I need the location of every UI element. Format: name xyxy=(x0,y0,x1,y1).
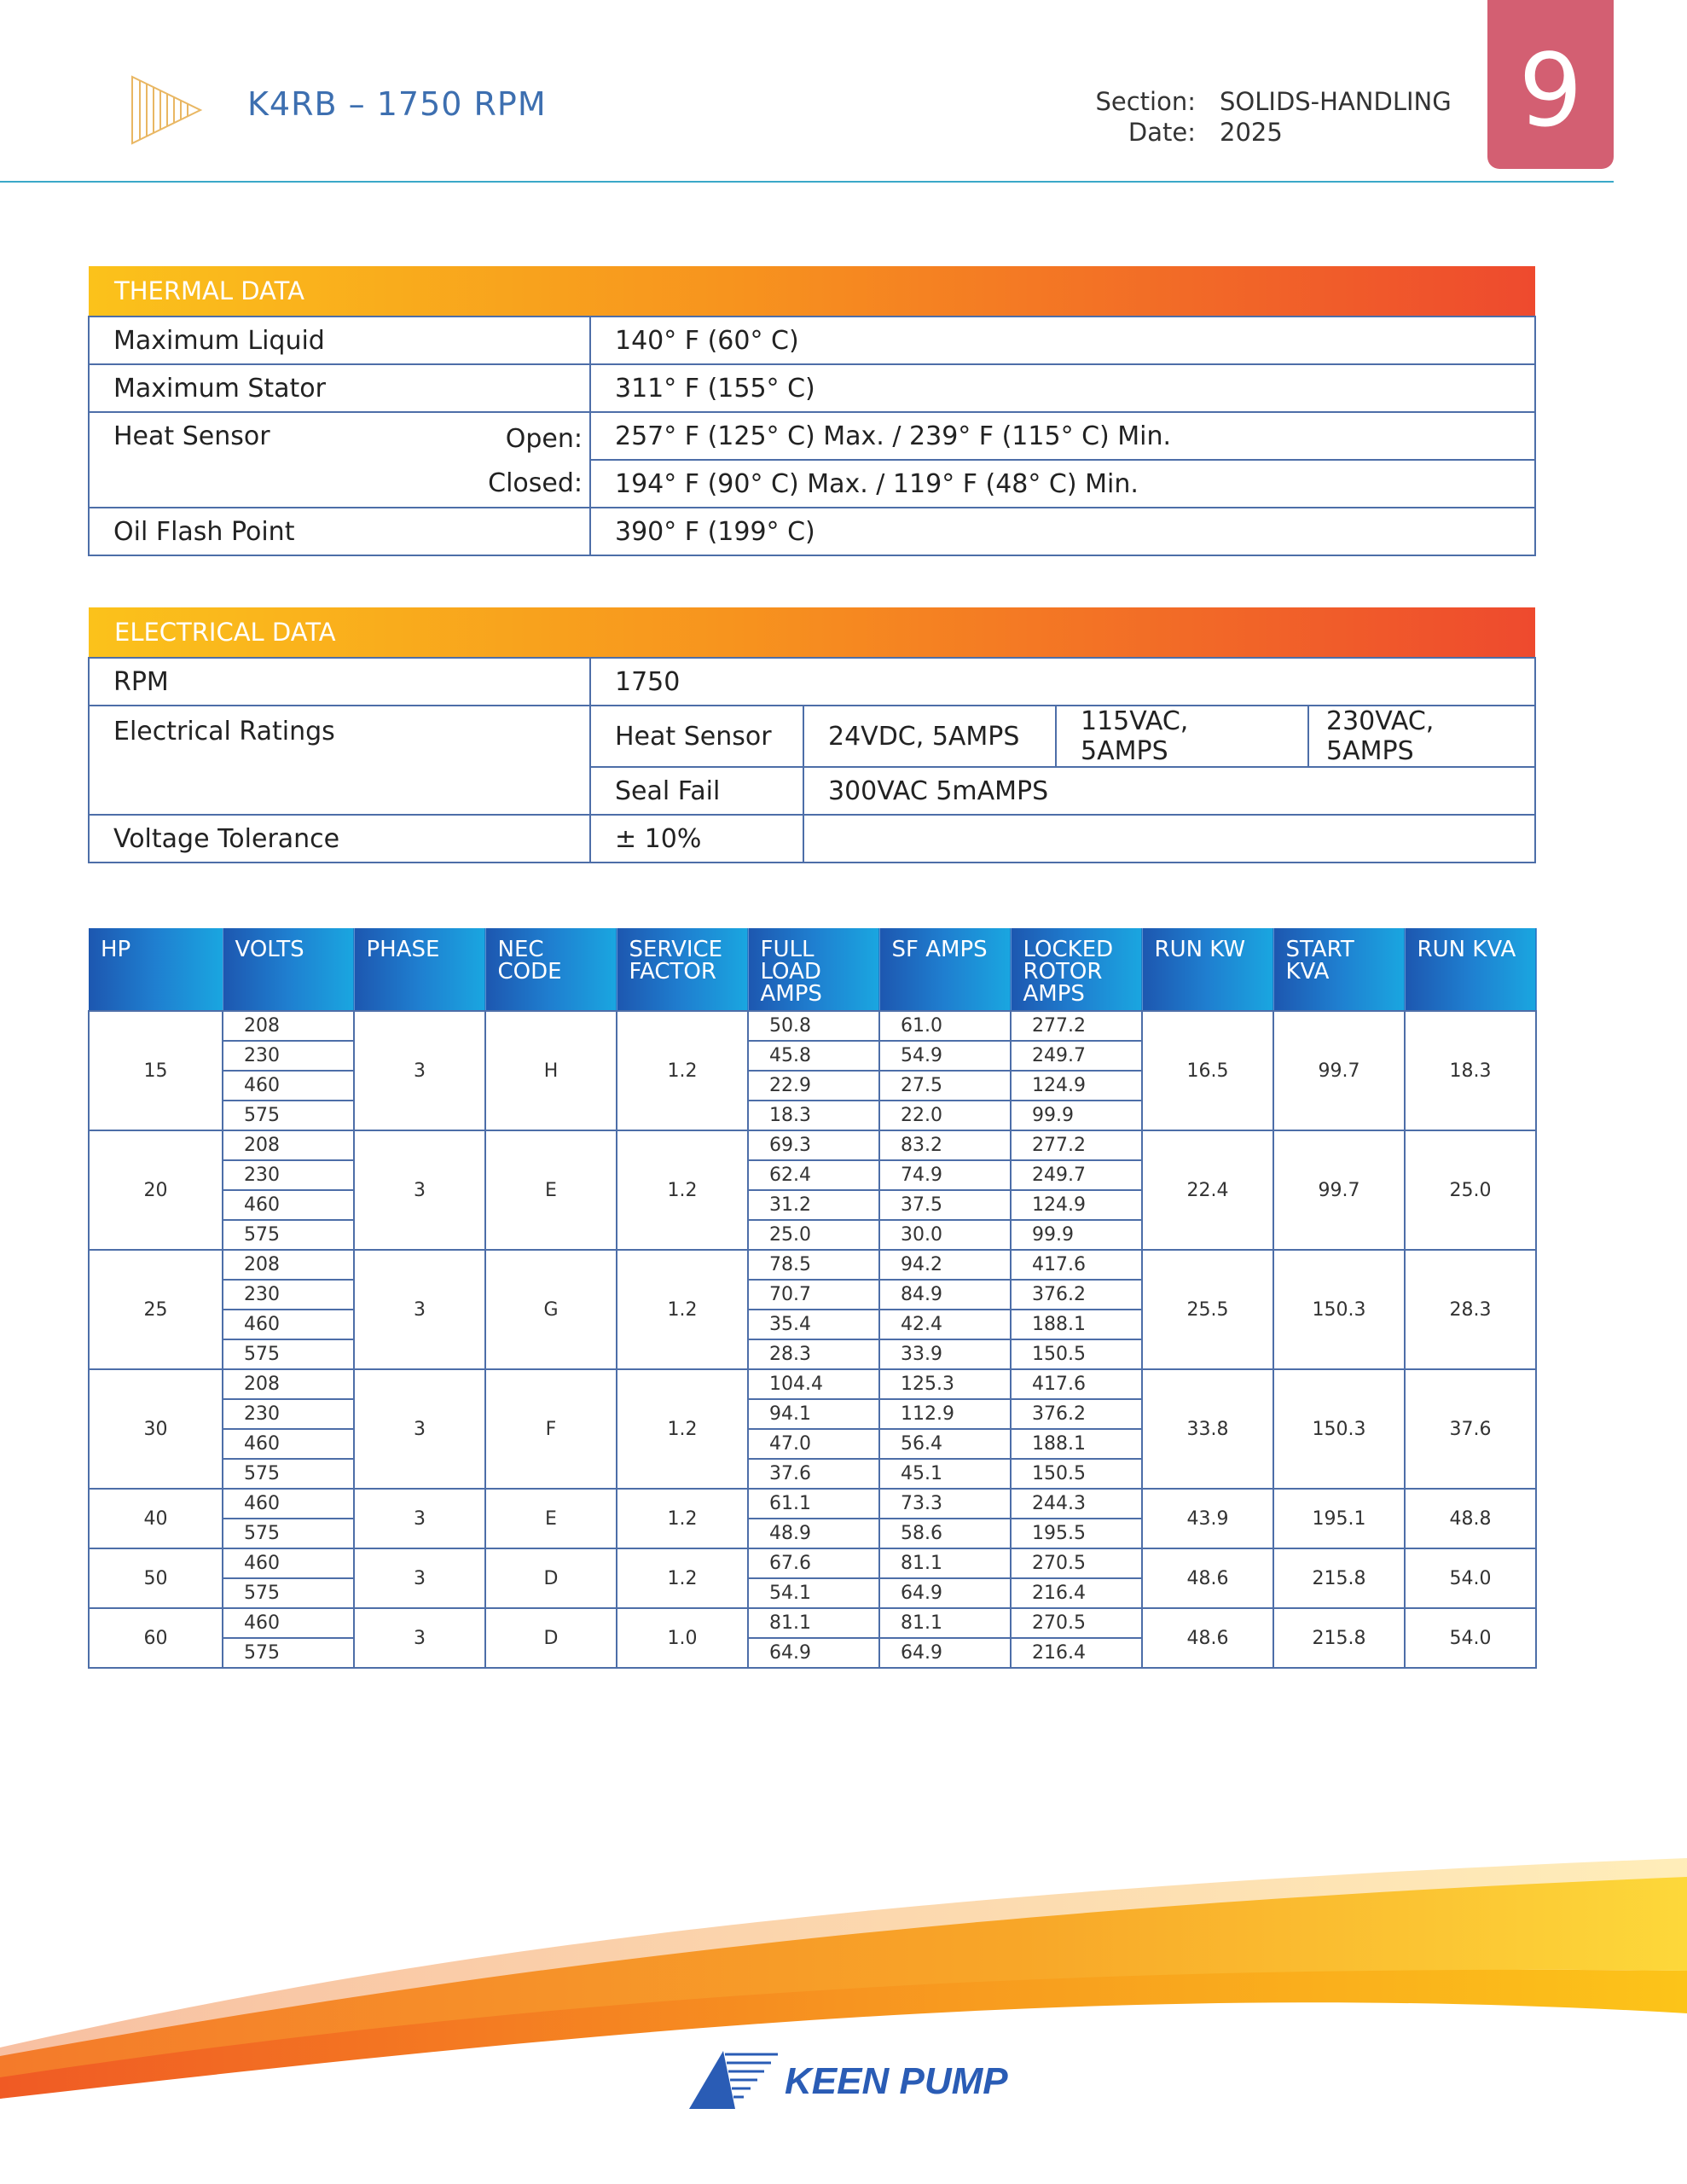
closed-value: 194° F (90° C) Max. / 119° F (48° C) Min. xyxy=(590,460,1535,508)
rpm-label: RPM xyxy=(89,658,590,706)
full-load-amps-cell: 81.1 xyxy=(748,1608,879,1638)
sf-amps-cell: 22.0 xyxy=(879,1101,1011,1130)
locked-rotor-amps-cell: 188.1 xyxy=(1011,1429,1142,1459)
rpm-value: 1750 xyxy=(590,658,1535,706)
run-kw-cell: 48.6 xyxy=(1142,1608,1273,1668)
header-divider xyxy=(0,181,1614,183)
table-row xyxy=(89,1548,1536,1578)
sf-amps-cell: 94.2 xyxy=(879,1250,1011,1280)
heat-sensor-rating-3: 230VAC, 5AMPS xyxy=(1308,706,1535,767)
sf-amps-cell: 37.5 xyxy=(879,1190,1011,1220)
motor-col-header: SERVICE FACTOR xyxy=(617,928,748,1011)
volts-cell: 208 xyxy=(223,1011,354,1041)
volts-cell: 460 xyxy=(223,1310,354,1339)
start-kva-cell: 215.8 xyxy=(1273,1608,1405,1668)
run-kva-cell: 18.3 xyxy=(1405,1011,1536,1130)
section-label: Section: xyxy=(1095,87,1196,116)
table-row xyxy=(89,1369,1536,1399)
volts-cell: 230 xyxy=(223,1041,354,1071)
max-stator-value: 311° F (155° C) xyxy=(590,364,1535,412)
volts-cell: 575 xyxy=(223,1578,354,1608)
heat-sensor-label: Heat Sensor xyxy=(113,421,270,451)
table-row xyxy=(89,706,1535,767)
voltage-tolerance-value: ± 10% xyxy=(590,815,803,863)
section-value: SOLIDS-HANDLING xyxy=(1220,87,1452,116)
phase-cell: 3 xyxy=(354,1608,485,1668)
seal-fail-label: Seal Fail xyxy=(590,767,803,815)
closed-label: Closed: xyxy=(89,460,590,508)
full-load-amps-cell: 25.0 xyxy=(748,1220,879,1250)
phase-cell: 3 xyxy=(354,1369,485,1489)
locked-rotor-amps-cell: 99.9 xyxy=(1011,1101,1142,1130)
heat-sensor-sub-label: Heat Sensor xyxy=(590,706,803,767)
locked-rotor-amps-cell: 376.2 xyxy=(1011,1399,1142,1429)
volts-cell: 460 xyxy=(223,1608,354,1638)
full-load-amps-cell: 35.4 xyxy=(748,1310,879,1339)
service-factor-cell: 1.2 xyxy=(617,1011,748,1130)
run-kva-cell: 37.6 xyxy=(1405,1369,1536,1489)
start-kva-cell: 215.8 xyxy=(1273,1548,1405,1608)
hp-cell: 25 xyxy=(89,1250,223,1369)
full-load-amps-cell: 48.9 xyxy=(748,1519,879,1548)
volts-cell: 230 xyxy=(223,1399,354,1429)
heat-sensor-cell xyxy=(89,412,590,460)
locked-rotor-amps-cell: 270.5 xyxy=(1011,1608,1142,1638)
open-value: 257° F (125° C) Max. / 239° F (115° C) Min. xyxy=(590,412,1535,460)
nec-code-cell: E xyxy=(485,1489,617,1548)
pump-logo-icon xyxy=(128,73,205,147)
max-liquid-label: Maximum Liquid xyxy=(89,317,590,364)
run-kva-cell: 54.0 xyxy=(1405,1548,1536,1608)
sf-amps-cell: 58.6 xyxy=(879,1519,1011,1548)
full-load-amps-cell: 67.6 xyxy=(748,1548,879,1578)
date-value: 2025 xyxy=(1220,118,1283,147)
start-kva-cell: 99.7 xyxy=(1273,1011,1405,1130)
full-load-amps-cell: 45.8 xyxy=(748,1041,879,1071)
date-label: Date: xyxy=(1128,118,1196,147)
start-kva-cell: 150.3 xyxy=(1273,1369,1405,1489)
service-factor-cell: 1.2 xyxy=(617,1130,748,1250)
table-row xyxy=(89,508,1535,555)
run-kva-cell: 25.0 xyxy=(1405,1130,1536,1250)
table-row xyxy=(89,1250,1536,1280)
volts-cell: 460 xyxy=(223,1190,354,1220)
motor-col-header: HP xyxy=(89,928,223,1011)
sf-amps-cell: 74.9 xyxy=(879,1160,1011,1190)
locked-rotor-amps-cell: 376.2 xyxy=(1011,1280,1142,1310)
nec-code-cell: D xyxy=(485,1548,617,1608)
motor-col-header: FULL LOAD AMPS xyxy=(748,928,879,1011)
phase-cell: 3 xyxy=(354,1489,485,1548)
run-kva-cell: 54.0 xyxy=(1405,1608,1536,1668)
locked-rotor-amps-cell: 195.5 xyxy=(1011,1519,1142,1548)
sf-amps-cell: 81.1 xyxy=(879,1548,1011,1578)
run-kw-cell: 25.5 xyxy=(1142,1250,1273,1369)
nec-code-cell: F xyxy=(485,1369,617,1489)
thermal-data-table xyxy=(88,266,1536,556)
motor-col-header: PHASE xyxy=(354,928,485,1011)
full-load-amps-cell: 69.3 xyxy=(748,1130,879,1160)
table-row xyxy=(89,412,1535,460)
hp-cell: 20 xyxy=(89,1130,223,1250)
locked-rotor-amps-cell: 124.9 xyxy=(1011,1190,1142,1220)
volts-cell: 230 xyxy=(223,1160,354,1190)
full-load-amps-cell: 47.0 xyxy=(748,1429,879,1459)
full-load-amps-cell: 50.8 xyxy=(748,1011,879,1041)
run-kw-cell: 33.8 xyxy=(1142,1369,1273,1489)
full-load-amps-cell: 54.1 xyxy=(748,1578,879,1608)
heat-sensor-rating-1: 24VDC, 5AMPS xyxy=(803,706,1056,767)
sf-amps-cell: 83.2 xyxy=(879,1130,1011,1160)
motor-col-header: NEC CODE xyxy=(485,928,617,1011)
full-load-amps-cell: 61.1 xyxy=(748,1489,879,1519)
sf-amps-cell: 56.4 xyxy=(879,1429,1011,1459)
full-load-amps-cell: 37.6 xyxy=(748,1459,879,1489)
heat-sensor-rating-2: 115VAC, 5AMPS xyxy=(1056,706,1308,767)
service-factor-cell: 1.0 xyxy=(617,1608,748,1668)
hp-cell: 60 xyxy=(89,1608,223,1668)
volts-cell: 208 xyxy=(223,1369,354,1399)
sf-amps-cell: 54.9 xyxy=(879,1041,1011,1071)
locked-rotor-amps-cell: 417.6 xyxy=(1011,1250,1142,1280)
table-row xyxy=(89,1608,1536,1638)
open-label: Open: xyxy=(505,424,583,454)
keen-pump-logo-icon xyxy=(687,2049,781,2111)
motor-col-header: SF AMPS xyxy=(879,928,1011,1011)
sf-amps-cell: 64.9 xyxy=(879,1638,1011,1668)
sf-amps-cell: 64.9 xyxy=(879,1578,1011,1608)
motor-col-header: RUN KW xyxy=(1142,928,1273,1011)
service-factor-cell: 1.2 xyxy=(617,1548,748,1608)
volts-cell: 208 xyxy=(223,1130,354,1160)
table-row xyxy=(89,815,1535,863)
oil-flash-label: Oil Flash Point xyxy=(89,508,590,555)
service-factor-cell: 1.2 xyxy=(617,1250,748,1369)
table-row xyxy=(89,658,1535,706)
motor-col-header: LOCKED ROTOR AMPS xyxy=(1011,928,1142,1011)
page-title: K4RB – 1750 RPM xyxy=(247,85,547,123)
run-kva-cell: 48.8 xyxy=(1405,1489,1536,1548)
sf-amps-cell: 81.1 xyxy=(879,1608,1011,1638)
start-kva-cell: 150.3 xyxy=(1273,1250,1405,1369)
sf-amps-cell: 73.3 xyxy=(879,1489,1011,1519)
table-row xyxy=(89,1130,1536,1160)
locked-rotor-amps-cell: 150.5 xyxy=(1011,1459,1142,1489)
empty-cell xyxy=(803,815,1535,863)
sf-amps-cell: 61.0 xyxy=(879,1011,1011,1041)
motor-col-header: START KVA xyxy=(1273,928,1405,1011)
phase-cell: 3 xyxy=(354,1548,485,1608)
run-kva-cell: 28.3 xyxy=(1405,1250,1536,1369)
start-kva-cell: 99.7 xyxy=(1273,1130,1405,1250)
oil-flash-value: 390° F (199° C) xyxy=(590,508,1535,555)
max-stator-label: Maximum Stator xyxy=(89,364,590,412)
volts-cell: 460 xyxy=(223,1548,354,1578)
seal-fail-value: 300VAC 5mAMPS xyxy=(803,767,1535,815)
run-kw-cell: 48.6 xyxy=(1142,1548,1273,1608)
full-load-amps-cell: 18.3 xyxy=(748,1101,879,1130)
sf-amps-cell: 33.9 xyxy=(879,1339,1011,1369)
locked-rotor-amps-cell: 277.2 xyxy=(1011,1011,1142,1041)
electrical-data-heading: ELECTRICAL DATA xyxy=(89,607,1535,658)
locked-rotor-amps-cell: 124.9 xyxy=(1011,1071,1142,1101)
locked-rotor-amps-cell: 216.4 xyxy=(1011,1578,1142,1608)
volts-cell: 575 xyxy=(223,1519,354,1548)
locked-rotor-amps-cell: 249.7 xyxy=(1011,1041,1142,1071)
motor-data-table xyxy=(88,928,1537,1669)
locked-rotor-amps-cell: 150.5 xyxy=(1011,1339,1142,1369)
volts-cell: 575 xyxy=(223,1339,354,1369)
start-kva-cell: 195.1 xyxy=(1273,1489,1405,1548)
volts-cell: 460 xyxy=(223,1489,354,1519)
table-row xyxy=(89,317,1535,364)
volts-cell: 575 xyxy=(223,1220,354,1250)
full-load-amps-cell: 64.9 xyxy=(748,1638,879,1668)
volts-cell: 208 xyxy=(223,1250,354,1280)
sf-amps-cell: 45.1 xyxy=(879,1459,1011,1489)
sf-amps-cell: 125.3 xyxy=(879,1369,1011,1399)
locked-rotor-amps-cell: 244.3 xyxy=(1011,1489,1142,1519)
table-row xyxy=(89,1489,1536,1519)
full-load-amps-cell: 62.4 xyxy=(748,1160,879,1190)
electrical-ratings-label: Electrical Ratings xyxy=(89,706,590,815)
locked-rotor-amps-cell: 188.1 xyxy=(1011,1310,1142,1339)
voltage-tolerance-label: Voltage Tolerance xyxy=(89,815,590,863)
service-factor-cell: 1.2 xyxy=(617,1489,748,1548)
locked-rotor-amps-cell: 277.2 xyxy=(1011,1130,1142,1160)
run-kw-cell: 22.4 xyxy=(1142,1130,1273,1250)
volts-cell: 460 xyxy=(223,1429,354,1459)
run-kw-cell: 16.5 xyxy=(1142,1011,1273,1130)
nec-code-cell: H xyxy=(485,1011,617,1130)
hp-cell: 40 xyxy=(89,1489,223,1548)
full-load-amps-cell: 22.9 xyxy=(748,1071,879,1101)
brand-name: KEEN PUMP xyxy=(785,2060,1008,2102)
phase-cell: 3 xyxy=(354,1130,485,1250)
full-load-amps-cell: 94.1 xyxy=(748,1399,879,1429)
full-load-amps-cell: 104.4 xyxy=(748,1369,879,1399)
volts-cell: 460 xyxy=(223,1071,354,1101)
table-row xyxy=(89,460,1535,508)
full-load-amps-cell: 31.2 xyxy=(748,1190,879,1220)
sf-amps-cell: 30.0 xyxy=(879,1220,1011,1250)
run-kw-cell: 43.9 xyxy=(1142,1489,1273,1548)
full-load-amps-cell: 28.3 xyxy=(748,1339,879,1369)
max-liquid-value: 140° F (60° C) xyxy=(590,317,1535,364)
motor-col-header: RUN KVA xyxy=(1405,928,1536,1011)
electrical-data-table xyxy=(88,607,1536,863)
table-row xyxy=(89,364,1535,412)
hp-cell: 15 xyxy=(89,1011,223,1130)
full-load-amps-cell: 78.5 xyxy=(748,1250,879,1280)
motor-col-header: VOLTS xyxy=(223,928,354,1011)
sf-amps-cell: 27.5 xyxy=(879,1071,1011,1101)
volts-cell: 575 xyxy=(223,1638,354,1668)
motor-table-header-row xyxy=(89,928,1536,1011)
hp-cell: 50 xyxy=(89,1548,223,1608)
sf-amps-cell: 42.4 xyxy=(879,1310,1011,1339)
volts-cell: 575 xyxy=(223,1459,354,1489)
phase-cell: 3 xyxy=(354,1011,485,1130)
phase-cell: 3 xyxy=(354,1250,485,1369)
volts-cell: 230 xyxy=(223,1280,354,1310)
table-row xyxy=(89,1011,1536,1041)
nec-code-cell: E xyxy=(485,1130,617,1250)
sf-amps-cell: 112.9 xyxy=(879,1399,1011,1429)
section-number-tab: 9 xyxy=(1487,0,1614,169)
thermal-data-heading: THERMAL DATA xyxy=(89,266,1535,317)
volts-cell: 575 xyxy=(223,1101,354,1130)
locked-rotor-amps-cell: 99.9 xyxy=(1011,1220,1142,1250)
locked-rotor-amps-cell: 249.7 xyxy=(1011,1160,1142,1190)
locked-rotor-amps-cell: 216.4 xyxy=(1011,1638,1142,1668)
service-factor-cell: 1.2 xyxy=(617,1369,748,1489)
locked-rotor-amps-cell: 270.5 xyxy=(1011,1548,1142,1578)
full-load-amps-cell: 70.7 xyxy=(748,1280,879,1310)
sf-amps-cell: 84.9 xyxy=(879,1280,1011,1310)
nec-code-cell: D xyxy=(485,1608,617,1668)
locked-rotor-amps-cell: 417.6 xyxy=(1011,1369,1142,1399)
nec-code-cell: G xyxy=(485,1250,617,1369)
hp-cell: 30 xyxy=(89,1369,223,1489)
